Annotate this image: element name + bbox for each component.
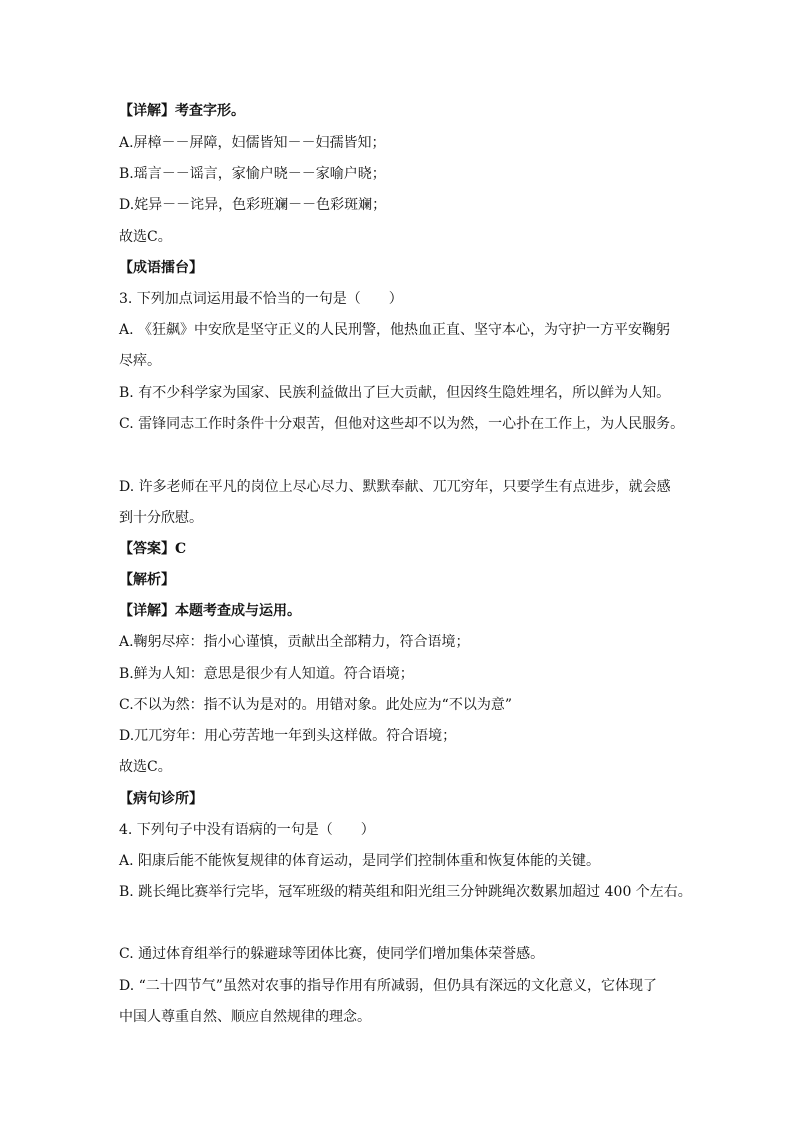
conclusion: 故选C。 [119,229,172,245]
option-a: A.屏樟－－屏障，妇儒皆知－－妇孺皆知； [119,135,386,151]
option-d: D.姹异－－诧异，色彩班斓－－色彩斑斓； [119,197,387,213]
option-b: B.瑶言－－谣言，家愉户晓－－家喻户晓； [119,166,386,182]
q3-option-d-line2: 到十分欣慰。 [119,510,203,526]
conclusion-2: 故选C。 [119,759,172,775]
analysis-label: 【解析】 [119,572,175,588]
q4-option-b: B. 跳长绳比赛举行完毕，冠军班级的精英组和阳光组三分钟跳绳次数累加超过 400 个左右。 [119,884,692,900]
explain-b: B.鲜为人知：意思是很少有人知道。符合语境； [119,666,414,682]
section-title-sentence: 【病句诊所】 [119,791,203,807]
detail-label: 【详解】本题考查成与运用。 [119,603,301,619]
explain-d: D.兀兀穷年：用心劳苦地一年到头这样做。符合语境； [119,728,457,744]
question-4: 4. 下列句子中没有语病的一句是（ ） [119,822,375,838]
q4-option-a: A. 阳康后能不能恢复规律的体育运动，是同学们控制体重和恢复体能的关键。 [119,853,601,869]
q3-option-d-line1: D. 许多老师在平凡的岗位上尽心尽力、默默奉献、兀兀穷年，只要学生有点进步，就会感 [119,479,671,495]
q4-option-d-line2: 中国人尊重自然、顺应自然规律的理念。 [119,1009,371,1025]
q4-option-c: C. 通过体育组举行的躲避球等团体比赛，使同学们增加集体荣誉感。 [119,946,545,962]
q3-option-b: B. 有不少科学家为国家、民族利益做出了巨大贡献，但因终生隐姓埋名，所以鲜为人知。 [119,385,671,401]
q3-option-c: C. 雷锋同志工作时条件十分艰苦，但他对这些却不以为然，一心扑在工作上，为人民服务。 [119,416,685,432]
explain-a: A.鞠躬尽瘁：指小心谨慎，贡献出全部精力，符合语境； [119,634,470,650]
section-title-idiom: 【成语擂台】 [119,260,203,276]
explain-c: C.不以为然：指不认为是对的。用错对象。此处应为“不以为意” [119,697,512,713]
q3-option-a-line1: A. 《狂飙》中安欣是坚守正义的人民刑警，他热血正直、坚守本心，为守护一方平安鞠躬 [119,322,671,338]
detail-heading: 【详解】考查字形。 [119,103,245,119]
question-3: 3. 下列加点词运用最不恰当的一句是（ ） [119,291,403,307]
q4-option-d-line1: D. “二十四节气”虽然对农事的指导作用有所减弱，但仍具有深远的文化意义，它体现了 [119,978,657,994]
answer-label: 【答案】C [119,541,187,557]
q3-option-a-line2: 尽瘁。 [119,353,161,369]
